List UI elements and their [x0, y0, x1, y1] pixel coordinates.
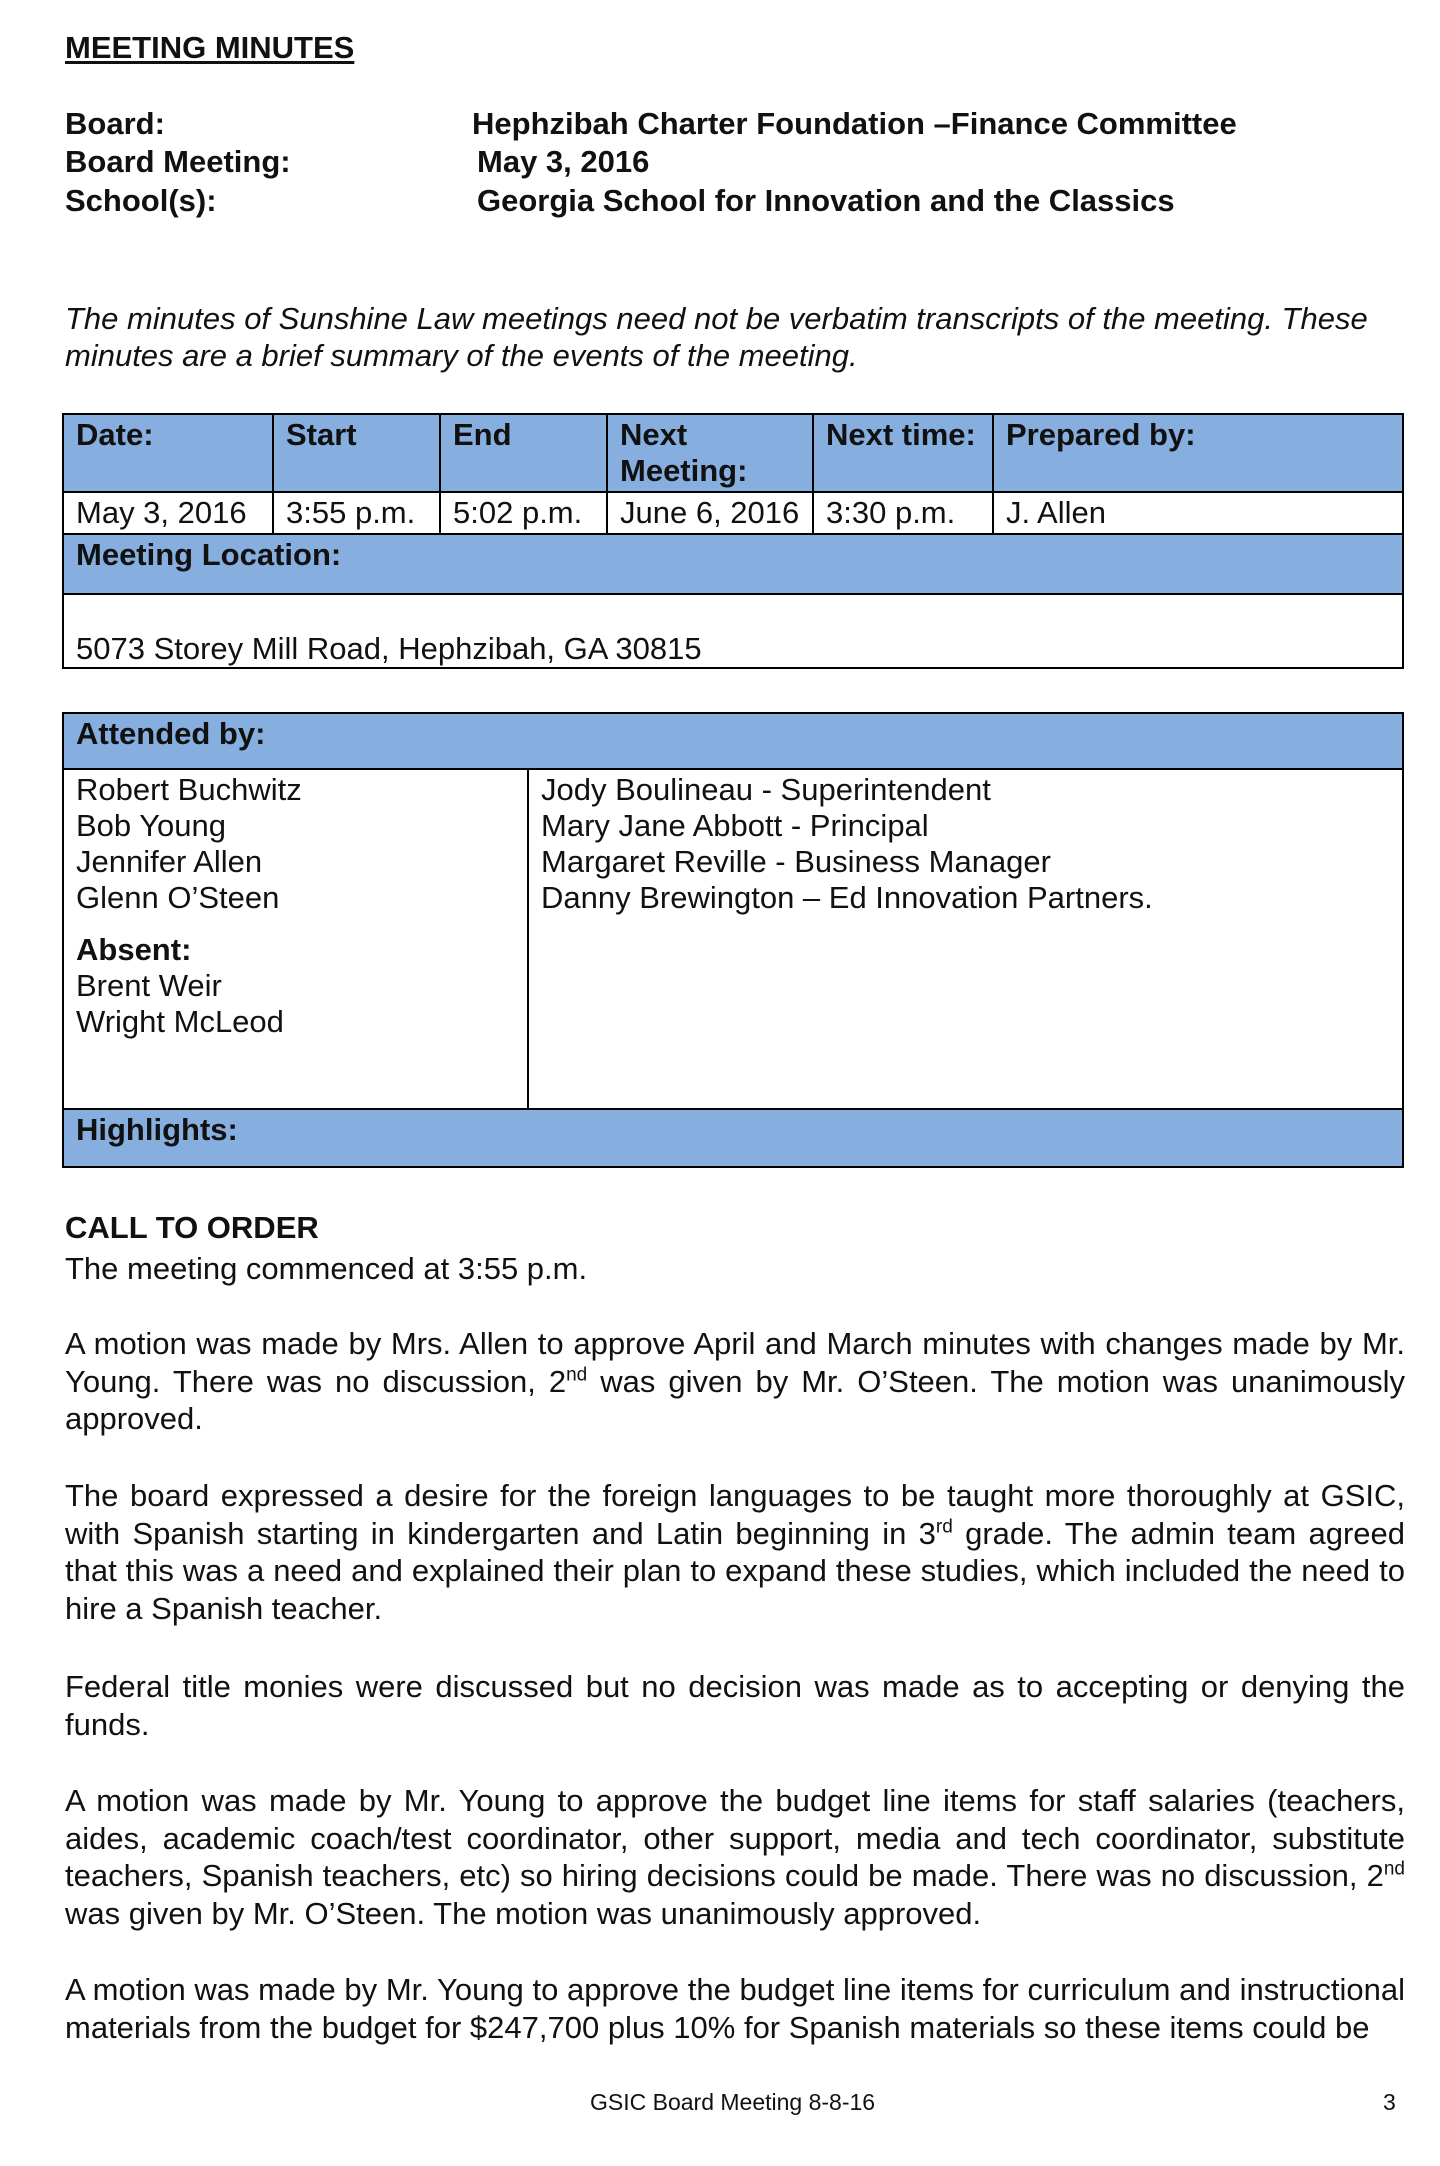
header-end: End: [440, 414, 607, 492]
staff-name: Danny Brewington – Ed Innovation Partners.: [541, 880, 1153, 915]
absent-label: Absent:: [76, 932, 192, 967]
meta-label-schools: School(s):: [65, 183, 217, 218]
minutes-paragraph-3: Federal title monies were discussed but no decision was made as to accepting or denying the funds.: [65, 1669, 1405, 1742]
meta-label-board: Board:: [65, 106, 165, 141]
highlights-header-row: [63, 1109, 1403, 1167]
location-value-row: [63, 594, 1403, 668]
attendee-name: Bob Young: [76, 808, 227, 843]
meta-value-board: Hephzibah Charter Foundation –Finance Committee: [472, 106, 1237, 141]
header-next-time: Next time:: [813, 414, 993, 492]
page-number: 3: [1383, 2089, 1396, 2115]
staff-cell: [528, 769, 1403, 1109]
attended-by-label: Attended by:: [63, 713, 1403, 769]
commenced-text: The meeting commenced at 3:55 p.m.: [65, 1251, 588, 1286]
minutes-paragraph-2-part-b: grade. The admin team agreed that this was a need and explained their plan to expand these studies, which included the need to hire a Spanish teacher.: [65, 1515, 1406, 1626]
meta-label-board-meeting: Board Meeting:: [65, 144, 291, 179]
minutes-paragraph-5: A motion was made by Mr. Young to approve the budget line items for curriculum and instructional materials from the budget for $247,700 plus 10% for Spanish materials so these items could be: [65, 1972, 1405, 2045]
value-prepared-by: J. Allen: [993, 492, 1403, 534]
value-start: 3:55 p.m.: [273, 492, 440, 534]
call-to-order-heading: CALL TO ORDER: [65, 1210, 319, 1245]
document-title: MEETING MINUTES: [65, 30, 355, 65]
footer-text: GSIC Board Meeting 8-8-16: [590, 2089, 876, 2115]
staff-name: Margaret Reville - Business Manager: [541, 844, 1051, 879]
header-next-meeting: Next Meeting:: [607, 414, 813, 492]
value-next-meeting: June 6, 2016: [607, 492, 813, 534]
board-members-cell: [63, 769, 528, 1109]
minutes-paragraph-1: [65, 1325, 1405, 1438]
minutes-paragraph-4: [65, 1782, 1405, 1932]
value-date: May 3, 2016: [63, 492, 273, 534]
ordinal-suffix: rd: [935, 1516, 953, 1538]
header-date: Date:: [63, 414, 273, 492]
minutes-paragraph-4-part-b: was given by Mr. O’Steen. The motion was unanimously approved.: [65, 1895, 982, 1931]
attended-header-row: [63, 713, 1403, 769]
attendance-table: [62, 712, 1404, 1168]
schedule-header-row: [63, 414, 1403, 492]
staff-name: Mary Jane Abbott - Principal: [541, 808, 929, 843]
disclaimer-text: The minutes of Sunshine Law meetings need not be verbatim transcripts of the meeting. These minutes are a brief summary of the events of the meeting.: [65, 301, 1368, 373]
header-start: Start: [273, 414, 440, 492]
attendees-row: [63, 769, 1403, 1109]
value-end: 5:02 p.m.: [440, 492, 607, 534]
meeting-location-label: Meeting Location:: [63, 534, 1403, 594]
minutes-paragraph-2-part-a: The board expressed a desire for the foreign languages to be taught more thoroughly at GSIC, with Spanish starting in kindergarten and Latin beginning in 3: [65, 1478, 1405, 1551]
attendee-name: Glenn O’Steen: [76, 880, 280, 915]
absent-name: Brent Weir: [76, 968, 222, 1003]
schedule-value-row: [63, 492, 1403, 534]
ordinal-suffix: nd: [566, 1364, 588, 1386]
meta-value-schools: Georgia School for Innovation and the Classics: [477, 183, 1175, 218]
value-next-time: 3:30 p.m.: [813, 492, 993, 534]
minutes-paragraph-4-part-a: A motion was made by Mr. Young to approve the budget line items for staff salaries (teachers, aides, academic coach/test coordinator, other support, media and tech coordinator, substitute teachers, Spanish teachers, etc) so hiring decisions could be made. There was no discussion, 2: [65, 1783, 1405, 1893]
minutes-paragraph-1-part-b: was given by Mr. O’Steen. The motion was unanimously approved.: [65, 1363, 1405, 1436]
meta-value-board-meeting: May 3, 2016: [477, 144, 650, 179]
location-header-row: [63, 534, 1403, 594]
schedule-table: [62, 413, 1404, 669]
staff-name: Jody Boulineau - Superintendent: [541, 772, 991, 807]
absent-name: Wright McLeod: [76, 1004, 284, 1039]
minutes-paragraph-1-part-a: A motion was made by Mrs. Allen to approve April and March minutes with changes made by Mr. Young. There was no discussion, 2: [65, 1326, 1405, 1399]
minutes-paragraph-2: [65, 1477, 1405, 1627]
attendee-name: Robert Buchwitz: [76, 772, 302, 807]
highlights-label: Highlights:: [63, 1109, 1403, 1167]
attendee-name: Jennifer Allen: [76, 844, 263, 879]
meeting-location-value: 5073 Storey Mill Road, Hephzibah, GA 30815: [63, 594, 1403, 668]
ordinal-suffix: nd: [1383, 1858, 1405, 1880]
header-prepared-by: Prepared by:: [993, 414, 1403, 492]
